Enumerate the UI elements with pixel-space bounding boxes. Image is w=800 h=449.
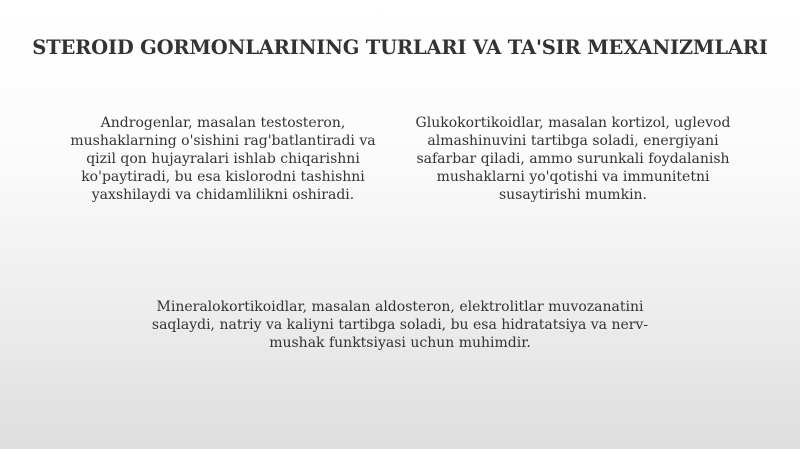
androgens-paragraph: Androgenlar, masalan testosteron, mushaklarning o'sishini rag'batlantiradi va qizil qon hujayralari ishlab chiqarishni ko'paytiradi, bu esa kislorodni tashishni yaxshilaydi va chidamlilikni oshiradi.	[70, 115, 376, 203]
mineralocorticoids-paragraph: Mineralokortikoidlar, masalan aldosteron, elektrolitlar muvozanatini saqlaydi, natriy va kaliyni tartibga soladi, bu esa hidratatsiya va nerv-mushak funktsiyasi uchun muhimdir.	[151, 299, 649, 351]
slide-title: STEROID GORMONLARINING TURLARI VA TA'SIR MEXANIZMLARI	[32, 36, 768, 59]
glucocorticoids-paragraph: Glukokortikoidlar, masalan kortizol, uglevod almashinuvini tartibga soladi, energiyani safarbar qiladi, ammo surunkali foydalanish mushaklarni yo'qotishi va immunitetni susaytirishi mumkin.	[415, 115, 731, 203]
